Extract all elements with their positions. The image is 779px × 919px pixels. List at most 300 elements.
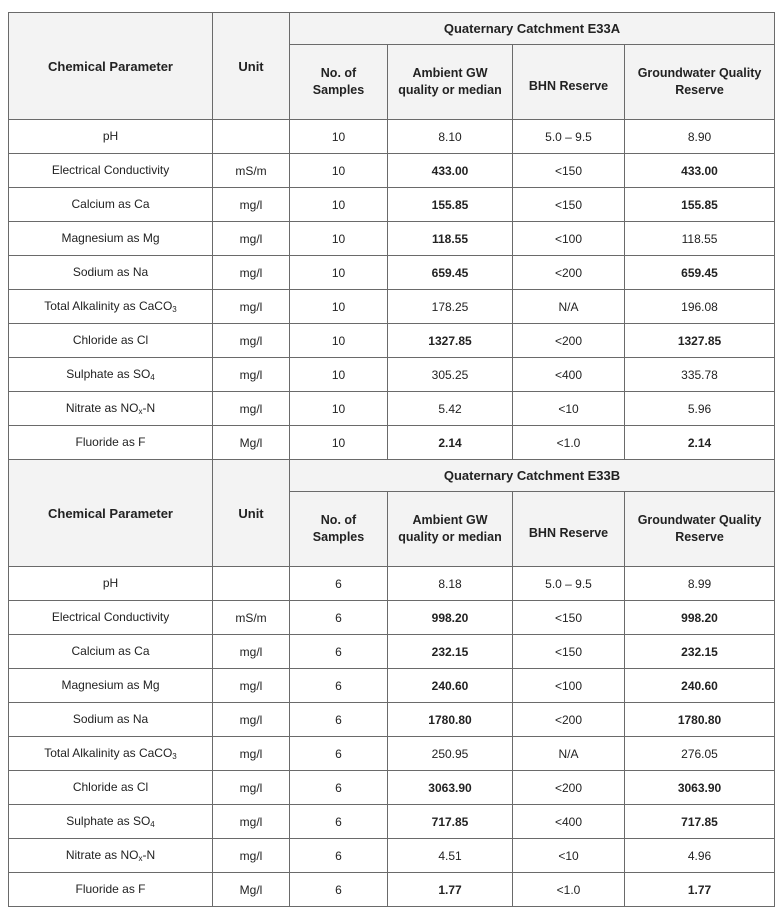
bhn-cell bbox=[513, 703, 625, 737]
bhn-value: 5.0 – 9.5 bbox=[545, 129, 592, 144]
gwq-cell bbox=[625, 873, 775, 907]
unit-cell bbox=[213, 805, 290, 839]
ambient-value: 305.25 bbox=[431, 367, 469, 382]
gwq-value: 8.99 bbox=[687, 576, 712, 591]
ambient-cell bbox=[388, 771, 513, 805]
bhn-value: <10 bbox=[558, 401, 579, 416]
ambient-cell bbox=[388, 873, 513, 907]
bhn-cell bbox=[513, 771, 625, 805]
samples-value: 6 bbox=[335, 644, 342, 659]
unit-cell bbox=[213, 737, 290, 771]
unit-value: mS/m bbox=[235, 163, 267, 178]
bhn-value: <10 bbox=[558, 848, 579, 863]
no-samples-header bbox=[290, 492, 388, 567]
parameter-suffix: -N bbox=[142, 401, 156, 415]
ambient-value: 433.00 bbox=[431, 163, 469, 178]
unit-value: mg/l bbox=[239, 265, 263, 280]
catchment-header-row bbox=[9, 13, 775, 45]
parameter-cell bbox=[9, 703, 213, 737]
parameter-name: Fluoride as F bbox=[75, 435, 146, 449]
samples-cell bbox=[290, 567, 388, 601]
bhn-value: 5.0 – 9.5 bbox=[545, 576, 592, 591]
unit-cell bbox=[213, 324, 290, 358]
ambient-value: 1327.85 bbox=[428, 333, 472, 348]
gwq-value: 4.96 bbox=[687, 848, 712, 863]
ambient-gw-header-line2: quality or median bbox=[398, 83, 502, 97]
samples-cell bbox=[290, 873, 388, 907]
bhn-cell bbox=[513, 873, 625, 907]
ambient-value: 2.14 bbox=[438, 435, 462, 450]
parameter-subscript: x bbox=[138, 854, 143, 863]
water-quality-table-body bbox=[9, 13, 775, 907]
bhn-cell bbox=[513, 805, 625, 839]
gwq-value: 1.77 bbox=[687, 882, 712, 897]
ambient-cell bbox=[388, 669, 513, 703]
bhn-cell bbox=[513, 188, 625, 222]
gwq-value: 196.08 bbox=[681, 299, 718, 314]
gwq-value: 1327.85 bbox=[677, 333, 722, 348]
table-row bbox=[9, 771, 775, 805]
samples-cell bbox=[290, 635, 388, 669]
catchment-header-row bbox=[9, 460, 775, 492]
no-samples-header-line1: No. of bbox=[320, 66, 357, 80]
gwq-reserve-header-line1: Groundwater Quality bbox=[637, 66, 762, 80]
ambient-value: 1780.80 bbox=[428, 712, 472, 727]
unit-value: Mg/l bbox=[239, 882, 263, 897]
table-row bbox=[9, 805, 775, 839]
bhn-reserve-header bbox=[513, 492, 625, 567]
catchment-title-label: Quaternary Catchment E33B bbox=[443, 468, 621, 483]
gwq-cell bbox=[625, 188, 775, 222]
ambient-value: 8.10 bbox=[438, 129, 462, 144]
ambient-value: 659.45 bbox=[431, 265, 469, 280]
table-row bbox=[9, 154, 775, 188]
table-row bbox=[9, 188, 775, 222]
gwq-reserve-header-line2: Reserve bbox=[675, 530, 724, 544]
parameter-cell bbox=[9, 771, 213, 805]
gwq-value: 8.90 bbox=[687, 129, 712, 144]
table-row bbox=[9, 737, 775, 771]
samples-cell bbox=[290, 188, 388, 222]
catchment-title bbox=[290, 13, 775, 45]
gwq-cell bbox=[625, 567, 775, 601]
table-row bbox=[9, 358, 775, 392]
gwq-value: 1780.80 bbox=[677, 712, 722, 727]
no-samples-header bbox=[290, 45, 388, 120]
parameter-name: Sodium as Na bbox=[72, 712, 149, 726]
gwq-cell bbox=[625, 635, 775, 669]
bhn-cell bbox=[513, 120, 625, 154]
parameter-name: Sodium as Na bbox=[72, 265, 149, 279]
water-quality-document bbox=[8, 12, 774, 907]
bhn-value: <200 bbox=[554, 712, 583, 727]
samples-value: 6 bbox=[335, 678, 342, 693]
unit-cell bbox=[213, 120, 290, 154]
parameter-cell bbox=[9, 324, 213, 358]
gwq-reserve-header bbox=[625, 492, 775, 567]
ambient-cell bbox=[388, 839, 513, 873]
samples-value: 6 bbox=[335, 848, 342, 863]
bhn-reserve-header-label: BHN Reserve bbox=[528, 78, 609, 93]
table-row bbox=[9, 290, 775, 324]
parameter-subscript: 3 bbox=[172, 305, 177, 314]
gwq-cell bbox=[625, 256, 775, 290]
gwq-cell bbox=[625, 324, 775, 358]
ambient-gw-header-line2: quality or median bbox=[398, 530, 502, 544]
ambient-cell bbox=[388, 601, 513, 635]
samples-cell bbox=[290, 324, 388, 358]
bhn-value: N/A bbox=[558, 746, 579, 761]
samples-cell bbox=[290, 426, 388, 460]
table-row bbox=[9, 324, 775, 358]
ambient-cell bbox=[388, 358, 513, 392]
parameter-subscript: 3 bbox=[172, 752, 177, 761]
parameter-name: Magnesium as Mg bbox=[61, 678, 160, 692]
parameter-subscript: 4 bbox=[150, 373, 155, 382]
parameter-subscript: 4 bbox=[150, 820, 155, 829]
unit-header bbox=[213, 13, 290, 120]
samples-cell bbox=[290, 601, 388, 635]
table-row bbox=[9, 426, 775, 460]
unit-cell bbox=[213, 669, 290, 703]
parameter-name: Calcium as Ca bbox=[71, 644, 150, 658]
ambient-value: 232.15 bbox=[431, 644, 469, 659]
ambient-gw-header-line1: Ambient GW bbox=[412, 513, 488, 527]
parameter-name: Chloride as Cl bbox=[72, 333, 149, 347]
gwq-value: 2.14 bbox=[687, 435, 712, 450]
unit-value: Mg/l bbox=[239, 435, 263, 450]
bhn-cell bbox=[513, 669, 625, 703]
bhn-cell bbox=[513, 839, 625, 873]
gwq-cell bbox=[625, 601, 775, 635]
samples-cell bbox=[290, 290, 388, 324]
parameter-cell bbox=[9, 737, 213, 771]
no-samples-header-line2: Samples bbox=[312, 83, 365, 97]
gwq-cell bbox=[625, 154, 775, 188]
table-row bbox=[9, 635, 775, 669]
bhn-cell bbox=[513, 222, 625, 256]
ambient-gw-header bbox=[388, 45, 513, 120]
bhn-cell bbox=[513, 392, 625, 426]
samples-value: 6 bbox=[335, 780, 342, 795]
bhn-cell bbox=[513, 601, 625, 635]
bhn-value: <400 bbox=[554, 367, 583, 382]
bhn-value: <150 bbox=[554, 163, 583, 178]
unit-value: mg/l bbox=[239, 197, 263, 212]
parameter-name: Magnesium as Mg bbox=[61, 231, 160, 245]
ambient-cell bbox=[388, 392, 513, 426]
chemical-parameter-header bbox=[9, 460, 213, 567]
ambient-value: 717.85 bbox=[431, 814, 469, 829]
ambient-value: 8.18 bbox=[438, 576, 462, 591]
parameter-cell bbox=[9, 188, 213, 222]
bhn-cell bbox=[513, 426, 625, 460]
unit-cell bbox=[213, 256, 290, 290]
table-row bbox=[9, 873, 775, 907]
parameter-name: Nitrate as NO bbox=[65, 848, 139, 862]
parameter-cell bbox=[9, 669, 213, 703]
no-samples-header-line1: No. of bbox=[320, 513, 357, 527]
samples-value: 6 bbox=[335, 576, 342, 591]
ambient-cell bbox=[388, 737, 513, 771]
bhn-value: <100 bbox=[554, 678, 583, 693]
unit-value: mg/l bbox=[239, 678, 263, 693]
ambient-cell bbox=[388, 188, 513, 222]
parameter-name: Calcium as Ca bbox=[71, 197, 150, 211]
parameter-cell bbox=[9, 426, 213, 460]
unit-value: mg/l bbox=[239, 333, 263, 348]
parameter-name: Electrical Conductivity bbox=[51, 163, 170, 177]
chemical-parameter-header-label: Chemical Parameter bbox=[47, 505, 173, 521]
parameter-subscript: x bbox=[138, 407, 143, 416]
gwq-reserve-header-line1: Groundwater Quality bbox=[637, 513, 762, 527]
ambient-cell bbox=[388, 703, 513, 737]
unit-value: mS/m bbox=[235, 610, 267, 625]
bhn-value: <1.0 bbox=[556, 435, 581, 450]
no-samples-header-line2: Samples bbox=[312, 530, 365, 544]
samples-value: 6 bbox=[335, 746, 342, 761]
unit-value: mg/l bbox=[239, 367, 263, 382]
ambient-value: 250.95 bbox=[431, 746, 469, 761]
samples-cell bbox=[290, 737, 388, 771]
bhn-cell bbox=[513, 737, 625, 771]
samples-value: 10 bbox=[331, 401, 346, 416]
bhn-value: <150 bbox=[554, 610, 583, 625]
ambient-value: 5.42 bbox=[438, 401, 462, 416]
table-row bbox=[9, 392, 775, 426]
samples-cell bbox=[290, 256, 388, 290]
samples-value: 10 bbox=[331, 367, 346, 382]
gwq-value: 232.15 bbox=[681, 644, 718, 659]
unit-value: mg/l bbox=[239, 401, 263, 416]
parameter-name: Total Alkalinity as CaCO bbox=[44, 299, 173, 313]
gwq-cell bbox=[625, 805, 775, 839]
bhn-value: <150 bbox=[554, 197, 583, 212]
ambient-gw-header-line1: Ambient GW bbox=[412, 66, 488, 80]
parameter-cell bbox=[9, 805, 213, 839]
unit-cell bbox=[213, 188, 290, 222]
bhn-value: <150 bbox=[554, 644, 583, 659]
parameter-name: Chloride as Cl bbox=[72, 780, 149, 794]
unit-cell bbox=[213, 771, 290, 805]
gwq-cell bbox=[625, 771, 775, 805]
bhn-value: <100 bbox=[554, 231, 583, 246]
samples-value: 10 bbox=[331, 231, 346, 246]
unit-cell bbox=[213, 154, 290, 188]
ambient-cell bbox=[388, 154, 513, 188]
gwq-value: 240.60 bbox=[681, 678, 718, 693]
parameter-name: Sulphate as SO bbox=[66, 367, 151, 381]
unit-cell bbox=[213, 703, 290, 737]
parameter-cell bbox=[9, 120, 213, 154]
ambient-cell bbox=[388, 120, 513, 154]
parameter-name: Nitrate as NO bbox=[65, 401, 139, 415]
parameter-name: pH bbox=[102, 129, 119, 143]
samples-value: 10 bbox=[331, 299, 346, 314]
unit-header-label: Unit bbox=[238, 58, 264, 74]
ambient-cell bbox=[388, 426, 513, 460]
gwq-value: 118.55 bbox=[681, 231, 718, 246]
parameter-cell bbox=[9, 567, 213, 601]
unit-value: mg/l bbox=[239, 848, 263, 863]
ambient-cell bbox=[388, 805, 513, 839]
parameter-cell bbox=[9, 601, 213, 635]
ambient-value: 178.25 bbox=[431, 299, 469, 314]
table-row bbox=[9, 567, 775, 601]
parameter-name: Sulphate as SO bbox=[66, 814, 151, 828]
gwq-cell bbox=[625, 737, 775, 771]
gwq-value: 433.00 bbox=[681, 163, 718, 178]
ambient-cell bbox=[388, 222, 513, 256]
unit-cell bbox=[213, 601, 290, 635]
parameter-cell bbox=[9, 222, 213, 256]
gwq-value: 659.45 bbox=[681, 265, 718, 280]
gwq-value: 3063.90 bbox=[677, 780, 722, 795]
bhn-reserve-header bbox=[513, 45, 625, 120]
ambient-value: 155.85 bbox=[431, 197, 469, 212]
unit-value: mg/l bbox=[239, 299, 263, 314]
samples-value: 10 bbox=[331, 333, 346, 348]
unit-value: mg/l bbox=[239, 780, 263, 795]
bhn-value: <1.0 bbox=[556, 882, 581, 897]
samples-cell bbox=[290, 120, 388, 154]
ambient-value: 998.20 bbox=[431, 610, 469, 625]
chemical-parameter-header bbox=[9, 13, 213, 120]
unit-cell bbox=[213, 290, 290, 324]
samples-value: 6 bbox=[335, 882, 342, 897]
unit-cell bbox=[213, 392, 290, 426]
unit-cell bbox=[213, 358, 290, 392]
ambient-gw-header bbox=[388, 492, 513, 567]
unit-value: mg/l bbox=[239, 746, 263, 761]
ambient-cell bbox=[388, 290, 513, 324]
table-row bbox=[9, 222, 775, 256]
table-row bbox=[9, 601, 775, 635]
gwq-cell bbox=[625, 222, 775, 256]
parameter-cell bbox=[9, 839, 213, 873]
samples-cell bbox=[290, 771, 388, 805]
unit-cell bbox=[213, 873, 290, 907]
bhn-value: <400 bbox=[554, 814, 583, 829]
samples-value: 6 bbox=[335, 814, 342, 829]
unit-header bbox=[213, 460, 290, 567]
unit-cell bbox=[213, 635, 290, 669]
bhn-reserve-header-label: BHN Reserve bbox=[528, 525, 609, 540]
samples-cell bbox=[290, 154, 388, 188]
parameter-cell bbox=[9, 873, 213, 907]
table-row bbox=[9, 120, 775, 154]
ambient-value: 1.77 bbox=[438, 882, 462, 897]
bhn-cell bbox=[513, 154, 625, 188]
ambient-value: 4.51 bbox=[438, 848, 462, 863]
samples-value: 10 bbox=[331, 197, 346, 212]
bhn-cell bbox=[513, 567, 625, 601]
unit-value: mg/l bbox=[239, 814, 263, 829]
bhn-cell bbox=[513, 256, 625, 290]
gwq-value: 998.20 bbox=[681, 610, 718, 625]
gwq-cell bbox=[625, 703, 775, 737]
samples-cell bbox=[290, 358, 388, 392]
bhn-cell bbox=[513, 324, 625, 358]
parameter-cell bbox=[9, 358, 213, 392]
samples-value: 10 bbox=[331, 129, 346, 144]
parameter-name: Fluoride as F bbox=[75, 882, 146, 896]
chemical-parameter-header-label: Chemical Parameter bbox=[47, 58, 173, 74]
samples-cell bbox=[290, 222, 388, 256]
unit-header-label: Unit bbox=[238, 505, 264, 521]
parameter-cell bbox=[9, 635, 213, 669]
gwq-cell bbox=[625, 839, 775, 873]
parameter-cell bbox=[9, 154, 213, 188]
samples-cell bbox=[290, 839, 388, 873]
gwq-cell bbox=[625, 290, 775, 324]
table-row bbox=[9, 703, 775, 737]
samples-cell bbox=[290, 703, 388, 737]
gwq-value: 5.96 bbox=[687, 401, 712, 416]
ambient-cell bbox=[388, 635, 513, 669]
gwq-value: 335.78 bbox=[681, 367, 718, 382]
samples-cell bbox=[290, 392, 388, 426]
gwq-cell bbox=[625, 669, 775, 703]
samples-cell bbox=[290, 805, 388, 839]
samples-value: 10 bbox=[331, 265, 346, 280]
bhn-cell bbox=[513, 635, 625, 669]
gwq-value: 155.85 bbox=[681, 197, 718, 212]
table-row bbox=[9, 839, 775, 873]
unit-cell bbox=[213, 222, 290, 256]
bhn-value: <200 bbox=[554, 780, 583, 795]
bhn-value: <200 bbox=[554, 265, 583, 280]
gwq-reserve-header-line2: Reserve bbox=[675, 83, 724, 97]
ambient-cell bbox=[388, 324, 513, 358]
parameter-name: Electrical Conductivity bbox=[51, 610, 170, 624]
bhn-value: <200 bbox=[554, 333, 583, 348]
unit-cell bbox=[213, 567, 290, 601]
ambient-cell bbox=[388, 567, 513, 601]
parameter-suffix: -N bbox=[142, 848, 156, 862]
unit-value: mg/l bbox=[239, 231, 263, 246]
parameter-name: pH bbox=[102, 576, 119, 590]
ambient-value: 118.55 bbox=[431, 231, 469, 246]
gwq-cell bbox=[625, 392, 775, 426]
gwq-reserve-header bbox=[625, 45, 775, 120]
parameter-cell bbox=[9, 256, 213, 290]
bhn-cell bbox=[513, 358, 625, 392]
ambient-value: 3063.90 bbox=[428, 780, 472, 795]
catchment-title bbox=[290, 460, 775, 492]
table-row bbox=[9, 669, 775, 703]
parameter-name: Total Alkalinity as CaCO bbox=[44, 746, 173, 760]
unit-value: mg/l bbox=[239, 644, 263, 659]
unit-cell bbox=[213, 426, 290, 460]
catchment-title-label: Quaternary Catchment E33A bbox=[443, 21, 621, 36]
gwq-value: 717.85 bbox=[681, 814, 718, 829]
water-quality-table bbox=[8, 12, 775, 907]
parameter-cell bbox=[9, 290, 213, 324]
samples-cell bbox=[290, 669, 388, 703]
gwq-cell bbox=[625, 358, 775, 392]
gwq-cell bbox=[625, 120, 775, 154]
samples-value: 10 bbox=[331, 163, 346, 178]
unit-value: mg/l bbox=[239, 712, 263, 727]
ambient-value: 240.60 bbox=[431, 678, 469, 693]
samples-value: 6 bbox=[335, 610, 342, 625]
bhn-cell bbox=[513, 290, 625, 324]
bhn-value: N/A bbox=[558, 299, 579, 314]
samples-value: 10 bbox=[331, 435, 346, 450]
ambient-cell bbox=[388, 256, 513, 290]
gwq-cell bbox=[625, 426, 775, 460]
